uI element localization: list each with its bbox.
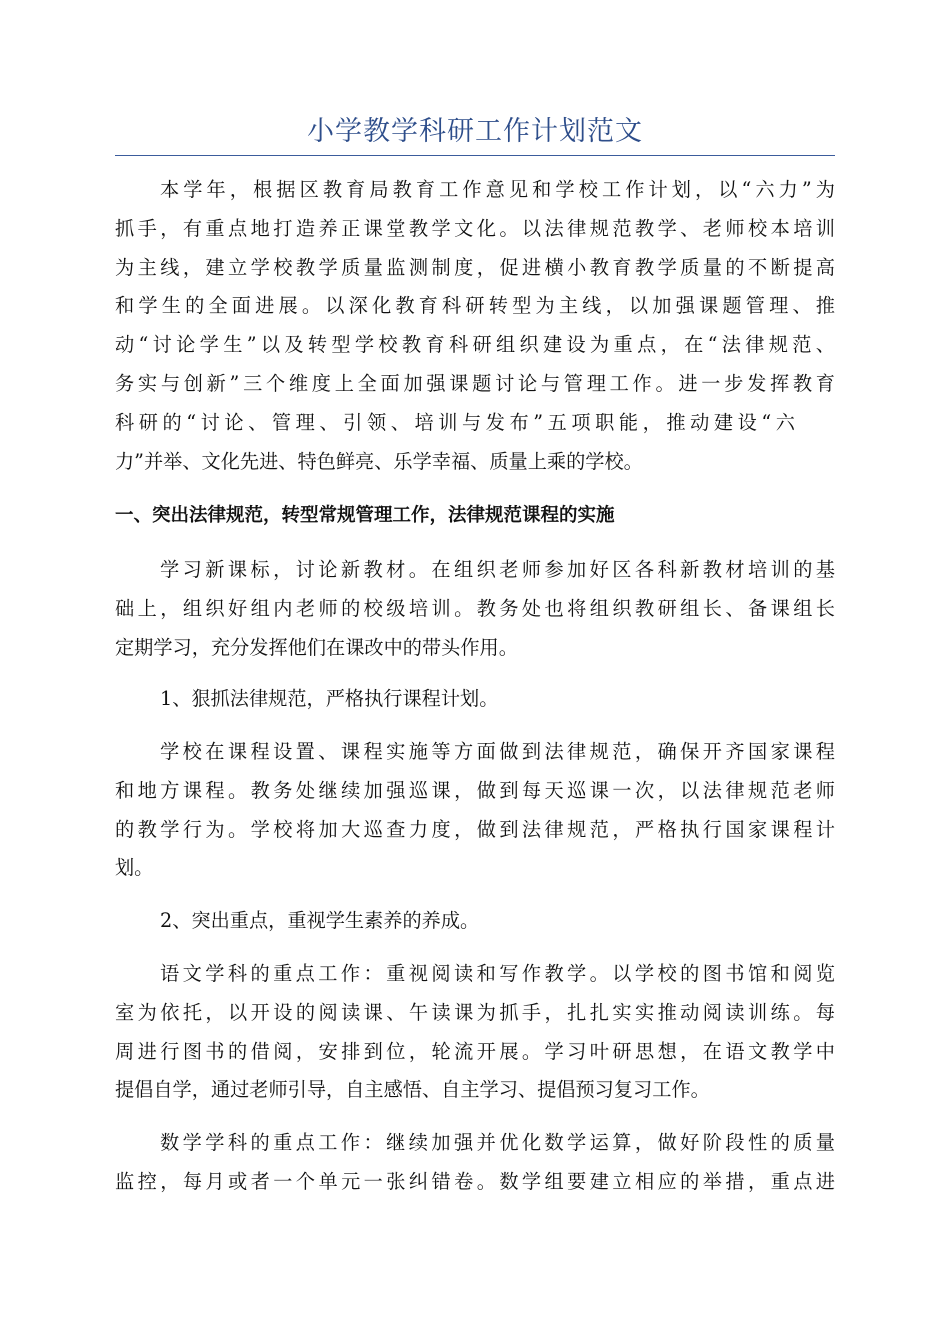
list-item — [115, 680, 835, 719]
paragraph-line: 定期学习，充分发挥他们在课改中的带头作用。 — [115, 635, 518, 659]
paragraph-line: 动“讨论学生”以及转型学校教育科研组织建设为重点，在“法律规范、 — [115, 333, 835, 357]
paragraph-line: 周进行图书的借阅，安排到位，轮流开展。学习叶研思想，在语文教学中 — [115, 1039, 835, 1063]
paragraph — [115, 551, 835, 667]
paragraph-line: 的教学行为。学校将加大巡查力度，做到法律规范，严格执行国家课程计 — [115, 817, 835, 841]
intro-paragraph — [115, 171, 835, 481]
list-item-text: 2、突出重点，重视学生素养的养成。 — [160, 909, 480, 932]
paragraph-line: 和地方课程。教务处继续加强巡课，做到每天巡课一次，以法律规范老师 — [115, 778, 835, 802]
paragraph-line: 为主线，建立学校教学质量监测制度，促进横小教育教学质量的不断提高 — [115, 255, 835, 279]
section-heading: 一、突出法律规范，转型常规管理工作，法律规范课程的实施 — [115, 505, 615, 526]
paragraph-line: 务实与创新”三个维度上全面加强课题讨论与管理工作。进一步发挥教育 — [115, 371, 835, 395]
paragraph-line: 提倡自学，通过老师引导，自主感悟、自主学习、提倡预习复习工作。 — [115, 1078, 710, 1102]
paragraph-line: 学习新课标，讨论新教材。在组织老师参加好区各科新教材培训的基 — [160, 558, 835, 581]
paragraph-line: 抓手，有重点地打造养正课堂教学文化。以法律规范教学、老师校本培训 — [115, 216, 835, 240]
list-item — [115, 902, 835, 941]
paragraph-line: 语文学科的重点工作：重视阅读和写作教学。以学校的图书馆和阅览 — [160, 962, 835, 985]
paragraph — [115, 733, 835, 888]
paragraph-line: 划。 — [115, 856, 154, 880]
paragraph-line: 和学生的全面进展。以深化教育科研转型为主线，以加强课题管理、推 — [115, 294, 835, 318]
title-underline — [115, 155, 835, 156]
paragraph-line: 础上，组织好组内老师的校级培训。教务处也将组织教研组长、备课组长 — [115, 596, 835, 620]
paragraph-line: 监控，每月或者一个单元一张纠错卷。数学组要建立相应的举措，重点进 — [115, 1169, 835, 1193]
paragraph-line: 数学学科的重点工作：继续加强并优化数学运算，做好阶段性的质量 — [160, 1131, 835, 1154]
paragraph-line: 力”并举、文化先进、特色鲜亮、乐学幸福、质量上乘的学校。 — [115, 449, 643, 473]
document-title: 小学教学科研工作计划范文 — [307, 116, 643, 147]
paragraph-line: 科研的“讨论、管理、引领、培训与发布”五项职能，推动建设“六 — [115, 410, 795, 434]
list-item-text: 1、狠抓法律规范，严格执行课程计划。 — [160, 687, 499, 710]
paragraph — [115, 955, 835, 1110]
paragraph — [115, 1124, 835, 1202]
paragraph-line: 本学年，根据区教育局教育工作意见和学校工作计划，以“六力”为 — [160, 178, 835, 201]
paragraph-line: 室为依托，以开设的阅读课、午读课为抓手，扎扎实实推动阅读训练。每 — [115, 1000, 835, 1024]
paragraph-line: 学校在课程设置、课程实施等方面做到法律规范，确保开齐国家课程 — [160, 740, 835, 763]
